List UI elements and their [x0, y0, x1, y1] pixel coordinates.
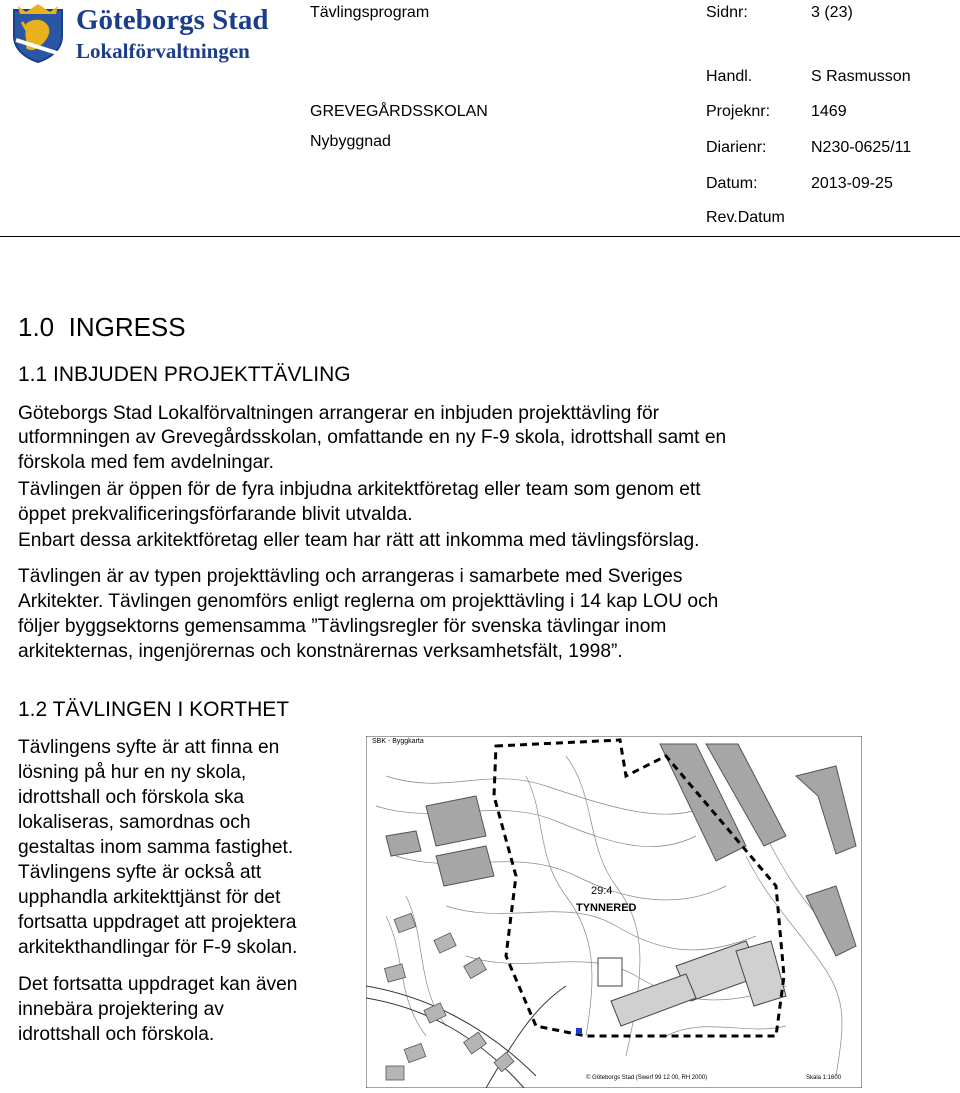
field-label-date: Datum: [706, 175, 758, 192]
map-header-label: SBK - Byggkarta [372, 738, 424, 745]
field-value-page: 3 (23) [811, 4, 853, 21]
body-line: följer byggsektorns gemensamma ”Tävlingsregler för svenska tävlingar inom [18, 616, 667, 637]
body-line: Enbart dessa arkitektföretag eller team har rätt att inkomma med tävlingsförslag. [18, 530, 700, 551]
field-value-diary-no: N230-0625/11 [811, 139, 912, 156]
field-label-diary-no: Diarienr: [706, 139, 767, 156]
body-line: idrottshall och förskola. [18, 1024, 215, 1045]
map-scale: Skala 1:1600 [806, 1075, 842, 1081]
field-value-handler: S Rasmusson [811, 68, 911, 85]
body-line: lokaliseras, samordnas och [18, 812, 251, 833]
body-line: Göteborgs Stad Lokalförvaltningen arrangerar en inbjuden projekttävling för [18, 403, 660, 424]
body-line: Arkitekter. Tävlingen genomförs enligt reglerna om projekttävling i 14 kap LOU och [18, 591, 719, 612]
body-line: öppet prekvalificeringsförfarande blivit utvalda. [18, 504, 413, 525]
field-label-rev-date: Rev.Datum [706, 209, 785, 226]
body-line: Det fortsatta uppdraget kan även [18, 974, 298, 995]
section-heading-ingress: 1.0 INGRESS [18, 312, 186, 342]
body-line: Tävlingens syfte är att finna en [18, 737, 280, 758]
area-name-label: TYNNERED [576, 902, 637, 914]
body-line: Tävlingen är öppen för de fyra inbjudna arkitektföretag eller team som genom ett [18, 479, 701, 500]
body-line: arkitekthandlingar för F-9 skolan. [18, 937, 298, 958]
dept-name: Lokalförvaltningen [76, 39, 250, 63]
field-value-project-no: 1469 [811, 103, 847, 120]
doc-type: Tävlingsprogram [310, 4, 430, 21]
city-logo [10, 2, 269, 66]
body-line: innebära projektering av [18, 999, 224, 1020]
field-value-date: 2013-09-25 [811, 175, 893, 192]
body-line: upphandla arkitekttjänst för det [18, 887, 281, 908]
body-line: arkitekternas, ingenjörernas och konstnärernas verksamhetsfält, 1998”. [18, 641, 623, 662]
coat-of-arms-icon [10, 2, 66, 64]
section-heading-invitation: 1.1 INBJUDEN PROJEKTTÄVLING [18, 363, 351, 386]
body-line: förskola med fem avdelningar. [18, 452, 274, 473]
field-label-page: Sidnr: [706, 4, 748, 21]
field-label-handler: Handl. [706, 68, 753, 85]
section-heading-summary: 1.2 TÄVLINGEN I KORTHET [18, 698, 290, 721]
site-map [366, 736, 862, 1088]
project-subtitle: Nybyggnad [310, 133, 391, 150]
body-line: idrottshall och förskola ska [18, 787, 245, 808]
map-copyright: © Göteborgs Stad (Swerf 99 12 00, RH 2000) [586, 1075, 708, 1081]
org-name: Göteborgs Stad [76, 4, 269, 36]
body-line: gestaltas inom samma fastighet. [18, 837, 294, 858]
parcel-id-label: 29:4 [591, 885, 613, 897]
field-label-project-no: Projeknr: [706, 103, 771, 120]
body-line: utformningen av Grevegårdsskolan, omfattande en ny F-9 skola, idrottshall samt en [18, 427, 727, 448]
body-line: fortsatta uppdraget att projektera [18, 912, 297, 933]
body-line: Tävlingens syfte är också att [18, 862, 262, 883]
body-line: Tävlingen är av typen projekttävling och arrangeras i samarbete med Sveriges [18, 566, 683, 587]
project-name: GREVEGÅRDSSKOLAN [310, 103, 488, 120]
body-line: lösning på hur en ny skola, [18, 762, 247, 783]
header-divider [0, 236, 960, 237]
